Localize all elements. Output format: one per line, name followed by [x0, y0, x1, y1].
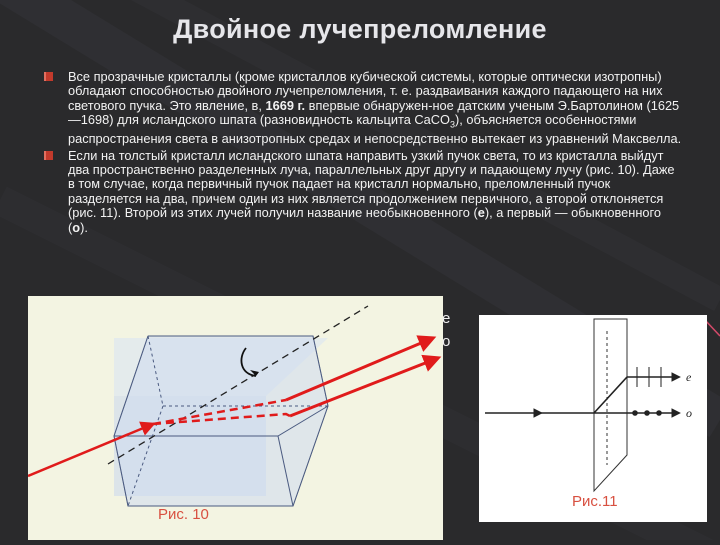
figure-10-drawing	[28, 296, 443, 540]
figure-11-label-e: e	[686, 370, 692, 384]
o-polarization-dots	[632, 410, 662, 416]
figure-10-caption: Рис. 10	[158, 506, 209, 523]
bullet-icon	[44, 151, 53, 160]
crystal-body	[114, 336, 328, 506]
figure-10-label-e: е	[442, 310, 451, 327]
e-ray-inside	[594, 377, 627, 413]
figure-11-caption: Рис.11	[572, 493, 618, 510]
slide-body	[44, 70, 684, 237]
bullet-icon	[44, 72, 53, 81]
slide-title: Двойное лучепреломление	[173, 14, 547, 44]
crystal-outline	[594, 319, 627, 491]
figure-10	[28, 296, 443, 540]
figure-11-label-o: o	[686, 406, 692, 420]
figure-11-drawing	[479, 315, 707, 522]
paragraph-1: Все прозрачные кристаллы (кроме кристаллов кубической системы, которые оптически изотропны) обладают способностью двойного лучепреломления, т. е. раздваивания каждого падающего на них светового пучка. Это явление, в, 1669 г. впервые обнаружен-ное датским ученым Э.Бартолином (1625—1698) для исландского шпата (разновидность кальцита CaCO$_3$), объясняется особенностями распространения света в анизотропных средах и непосредственно вытекает из уравнений Максвелла.	[44, 70, 684, 147]
paragraph-2: Если на толстый кристалл исландского шпата направить узкий пучок света, то из кристалла выйдут два пространственно разделенных луча, параллельных друг другу и падающему лучу (рис. 10). Даже в том случае, когда первичный пучок падает на кристалл нормально, преломленный пучок разделяется на два, причем один из них является продолжением первичного, а второй отклоняется (рис. 11). Второй из этих лучей получил название необыкновенного (е), а первый — обыкновенного (о).	[44, 149, 684, 235]
figure-10-label-o: о	[442, 333, 451, 350]
figure-11	[479, 315, 707, 522]
